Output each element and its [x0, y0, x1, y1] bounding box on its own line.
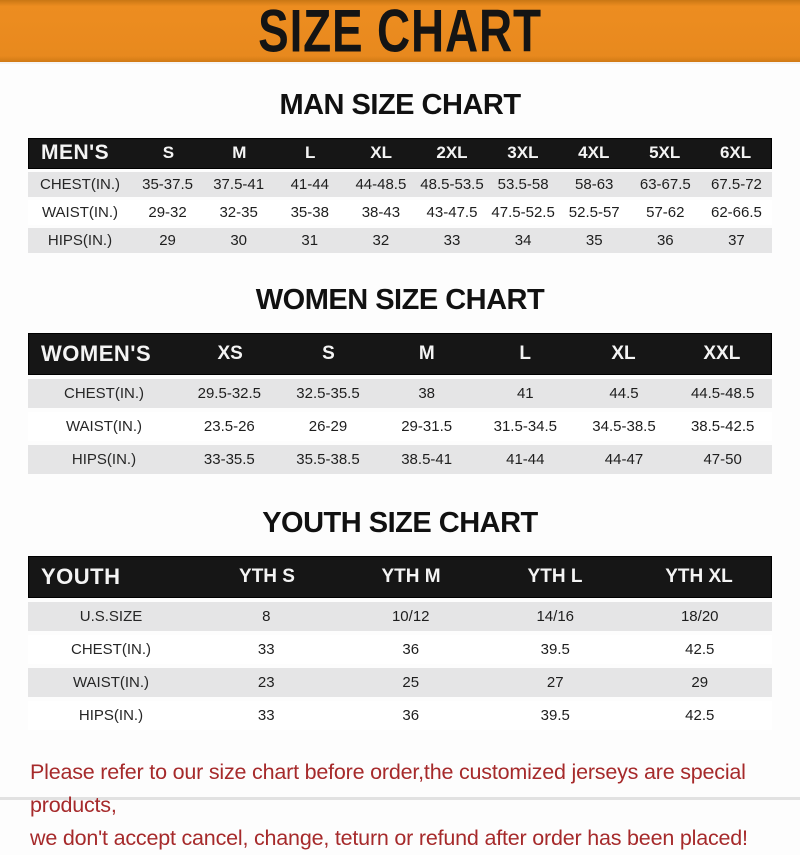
size-value-cell: 8 [262, 607, 271, 625]
size-value-cell: 33 [257, 706, 275, 724]
size-value-cell: 52.5-57 [568, 203, 620, 221]
size-value-cell: 35-38 [290, 203, 329, 221]
measure-label-cell: WAIST(IN.) [65, 417, 143, 435]
size-header-cell: XL [611, 342, 636, 364]
size-value-cell: 41-44 [290, 175, 329, 193]
man-size-table [28, 138, 772, 253]
youth-size-section [0, 508, 800, 730]
size-header-cell: XS [217, 342, 243, 364]
measure-label-cell: U.S.SIZE [79, 607, 143, 625]
table-row [28, 635, 772, 664]
size-value-cell: 44-48.5 [355, 175, 407, 193]
measure-label-cell: HIPS(IN.) [47, 231, 113, 249]
size-header-cell: 4XL [578, 143, 610, 163]
size-value-cell: 36 [656, 231, 674, 249]
size-value-cell: 33-35.5 [203, 450, 255, 468]
table-title-cell: YOUTH [41, 563, 121, 589]
women-size-table [28, 333, 772, 474]
size-value-cell: 37.5-41 [213, 175, 265, 193]
size-value-cell: 44-47 [604, 450, 644, 468]
size-value-cell: 26-29 [308, 417, 348, 435]
size-header-cell: S [162, 143, 175, 163]
size-value-cell: 32-35 [219, 203, 258, 221]
size-value-cell: 31 [301, 231, 319, 249]
size-value-cell: 23.5-26 [203, 417, 255, 435]
size-value-cell: 48.5-53.5 [420, 175, 484, 193]
size-value-cell: 57-62 [646, 203, 685, 221]
size-value-cell: 33 [257, 640, 275, 658]
size-value-cell: 27 [546, 673, 564, 691]
size-header-cell: 3XL [507, 143, 539, 163]
size-value-cell: 29 [691, 673, 709, 691]
size-header-cell: YTH S [239, 565, 295, 587]
size-value-cell: 33 [443, 231, 461, 249]
size-value-cell: 38 [418, 384, 435, 402]
size-value-cell: 34.5-38.5 [592, 417, 656, 435]
size-header-cell: 6XL [719, 143, 752, 163]
size-chart-title: SIZE CHART [258, 0, 542, 65]
size-value-cell: 29-32 [148, 203, 187, 221]
size-header-cell: S [322, 342, 335, 364]
table-header-row [28, 333, 772, 375]
size-value-cell: 39.5 [540, 706, 570, 724]
measure-label-cell: CHEST(IN.) [40, 175, 120, 193]
size-value-cell: 32.5-35.5 [296, 384, 360, 402]
measure-label-cell: HIPS(IN.) [71, 450, 137, 468]
table-row [28, 228, 772, 253]
size-value-cell: 63-67.5 [639, 175, 691, 193]
size-value-cell: 36 [402, 706, 420, 724]
size-value-cell: 39.5 [540, 640, 570, 658]
size-header-cell: M [418, 342, 435, 364]
size-value-cell: 42.5 [685, 706, 715, 724]
size-value-cell: 38-43 [361, 203, 401, 221]
size-value-cell: 38.5-41 [401, 450, 453, 468]
size-value-cell: 30 [230, 231, 247, 249]
size-value-cell: 25 [402, 673, 420, 691]
note-line: Please refer to our size chart before order,the customized jerseys are special products, [30, 759, 746, 817]
table-header-row [28, 556, 772, 598]
size-value-cell: 29.5-32.5 [197, 384, 262, 402]
size-value-cell: 10/12 [391, 607, 430, 625]
size-header-cell: XL [370, 143, 392, 163]
table-header-row [28, 138, 772, 169]
size-value-cell: 58-63 [575, 175, 614, 193]
size-value-cell: 23 [257, 673, 275, 691]
size-value-cell: 43-47.5 [426, 203, 478, 221]
size-header-cell: L [305, 143, 316, 163]
size-header-cell: 5XL [649, 143, 681, 163]
measure-label-cell: HIPS(IN.) [78, 706, 144, 724]
size-value-cell: 38.5-42.5 [690, 417, 755, 435]
size-header-cell: XXL [703, 342, 741, 364]
note-line: we don't accept cancel, change, teturn or refund after order has been placed! [30, 825, 748, 850]
size-header-cell: YTH XL [665, 565, 733, 587]
table-row [28, 668, 772, 697]
size-value-cell: 47.5-52.5 [491, 203, 555, 221]
measure-label-cell: CHEST(IN.) [64, 384, 144, 402]
women-size-heading: WOMEN SIZE CHART [255, 283, 545, 316]
size-header-cell: 2XL [436, 143, 468, 163]
size-header-cell: YTH L [527, 565, 583, 587]
measure-label-cell: CHEST(IN.) [71, 640, 151, 658]
size-chart-banner [0, 0, 800, 64]
table-row [28, 379, 772, 408]
man-size-heading: MAN SIZE CHART [279, 89, 521, 121]
youth-size-table [28, 556, 772, 730]
size-value-cell: 67.5-72 [711, 175, 762, 193]
size-value-cell: 14/16 [536, 607, 575, 625]
measure-label-cell: WAIST(IN.) [72, 673, 150, 691]
size-value-cell: 31.5-34.5 [493, 417, 558, 435]
size-value-cell: 42.5 [685, 640, 715, 658]
table-row [28, 412, 772, 441]
size-value-cell: 36 [402, 640, 420, 658]
measure-label-cell: WAIST(IN.) [41, 203, 119, 221]
table-title-cell: MEN'S [41, 141, 110, 165]
table-row [28, 172, 772, 197]
youth-size-heading: YOUTH SIZE CHART [262, 506, 538, 539]
size-value-cell: 44.5 [609, 384, 639, 402]
size-value-cell: 47-50 [703, 450, 742, 468]
women-size-section [0, 285, 800, 474]
size-value-cell: 34 [514, 231, 532, 249]
size-header-cell: L [519, 342, 531, 364]
man-size-section [0, 90, 800, 253]
size-value-cell: 18/20 [680, 607, 719, 625]
table-title-cell: WOMEN'S [41, 340, 152, 366]
table-row [28, 701, 772, 730]
size-value-cell: 37 [728, 231, 745, 249]
size-header-cell: M [232, 143, 247, 163]
size-value-cell: 62-66.5 [711, 203, 762, 221]
size-value-cell: 29 [159, 231, 176, 249]
size-value-cell: 32 [372, 231, 390, 249]
order-disclaimer-note [30, 756, 800, 855]
table-row [28, 445, 772, 474]
size-value-cell: 35-37.5 [142, 175, 193, 193]
size-value-cell: 29-31.5 [401, 417, 453, 435]
size-value-cell: 41-44 [506, 450, 545, 468]
size-value-cell: 35.5-38.5 [296, 450, 360, 468]
size-value-cell: 44.5-48.5 [690, 384, 755, 402]
size-header-cell: YTH M [381, 565, 441, 587]
size-value-cell: 53.5-58 [497, 175, 549, 193]
size-value-cell: 35 [585, 231, 603, 249]
table-row [28, 602, 772, 631]
size-value-cell: 41 [516, 384, 534, 402]
table-row [28, 200, 772, 225]
